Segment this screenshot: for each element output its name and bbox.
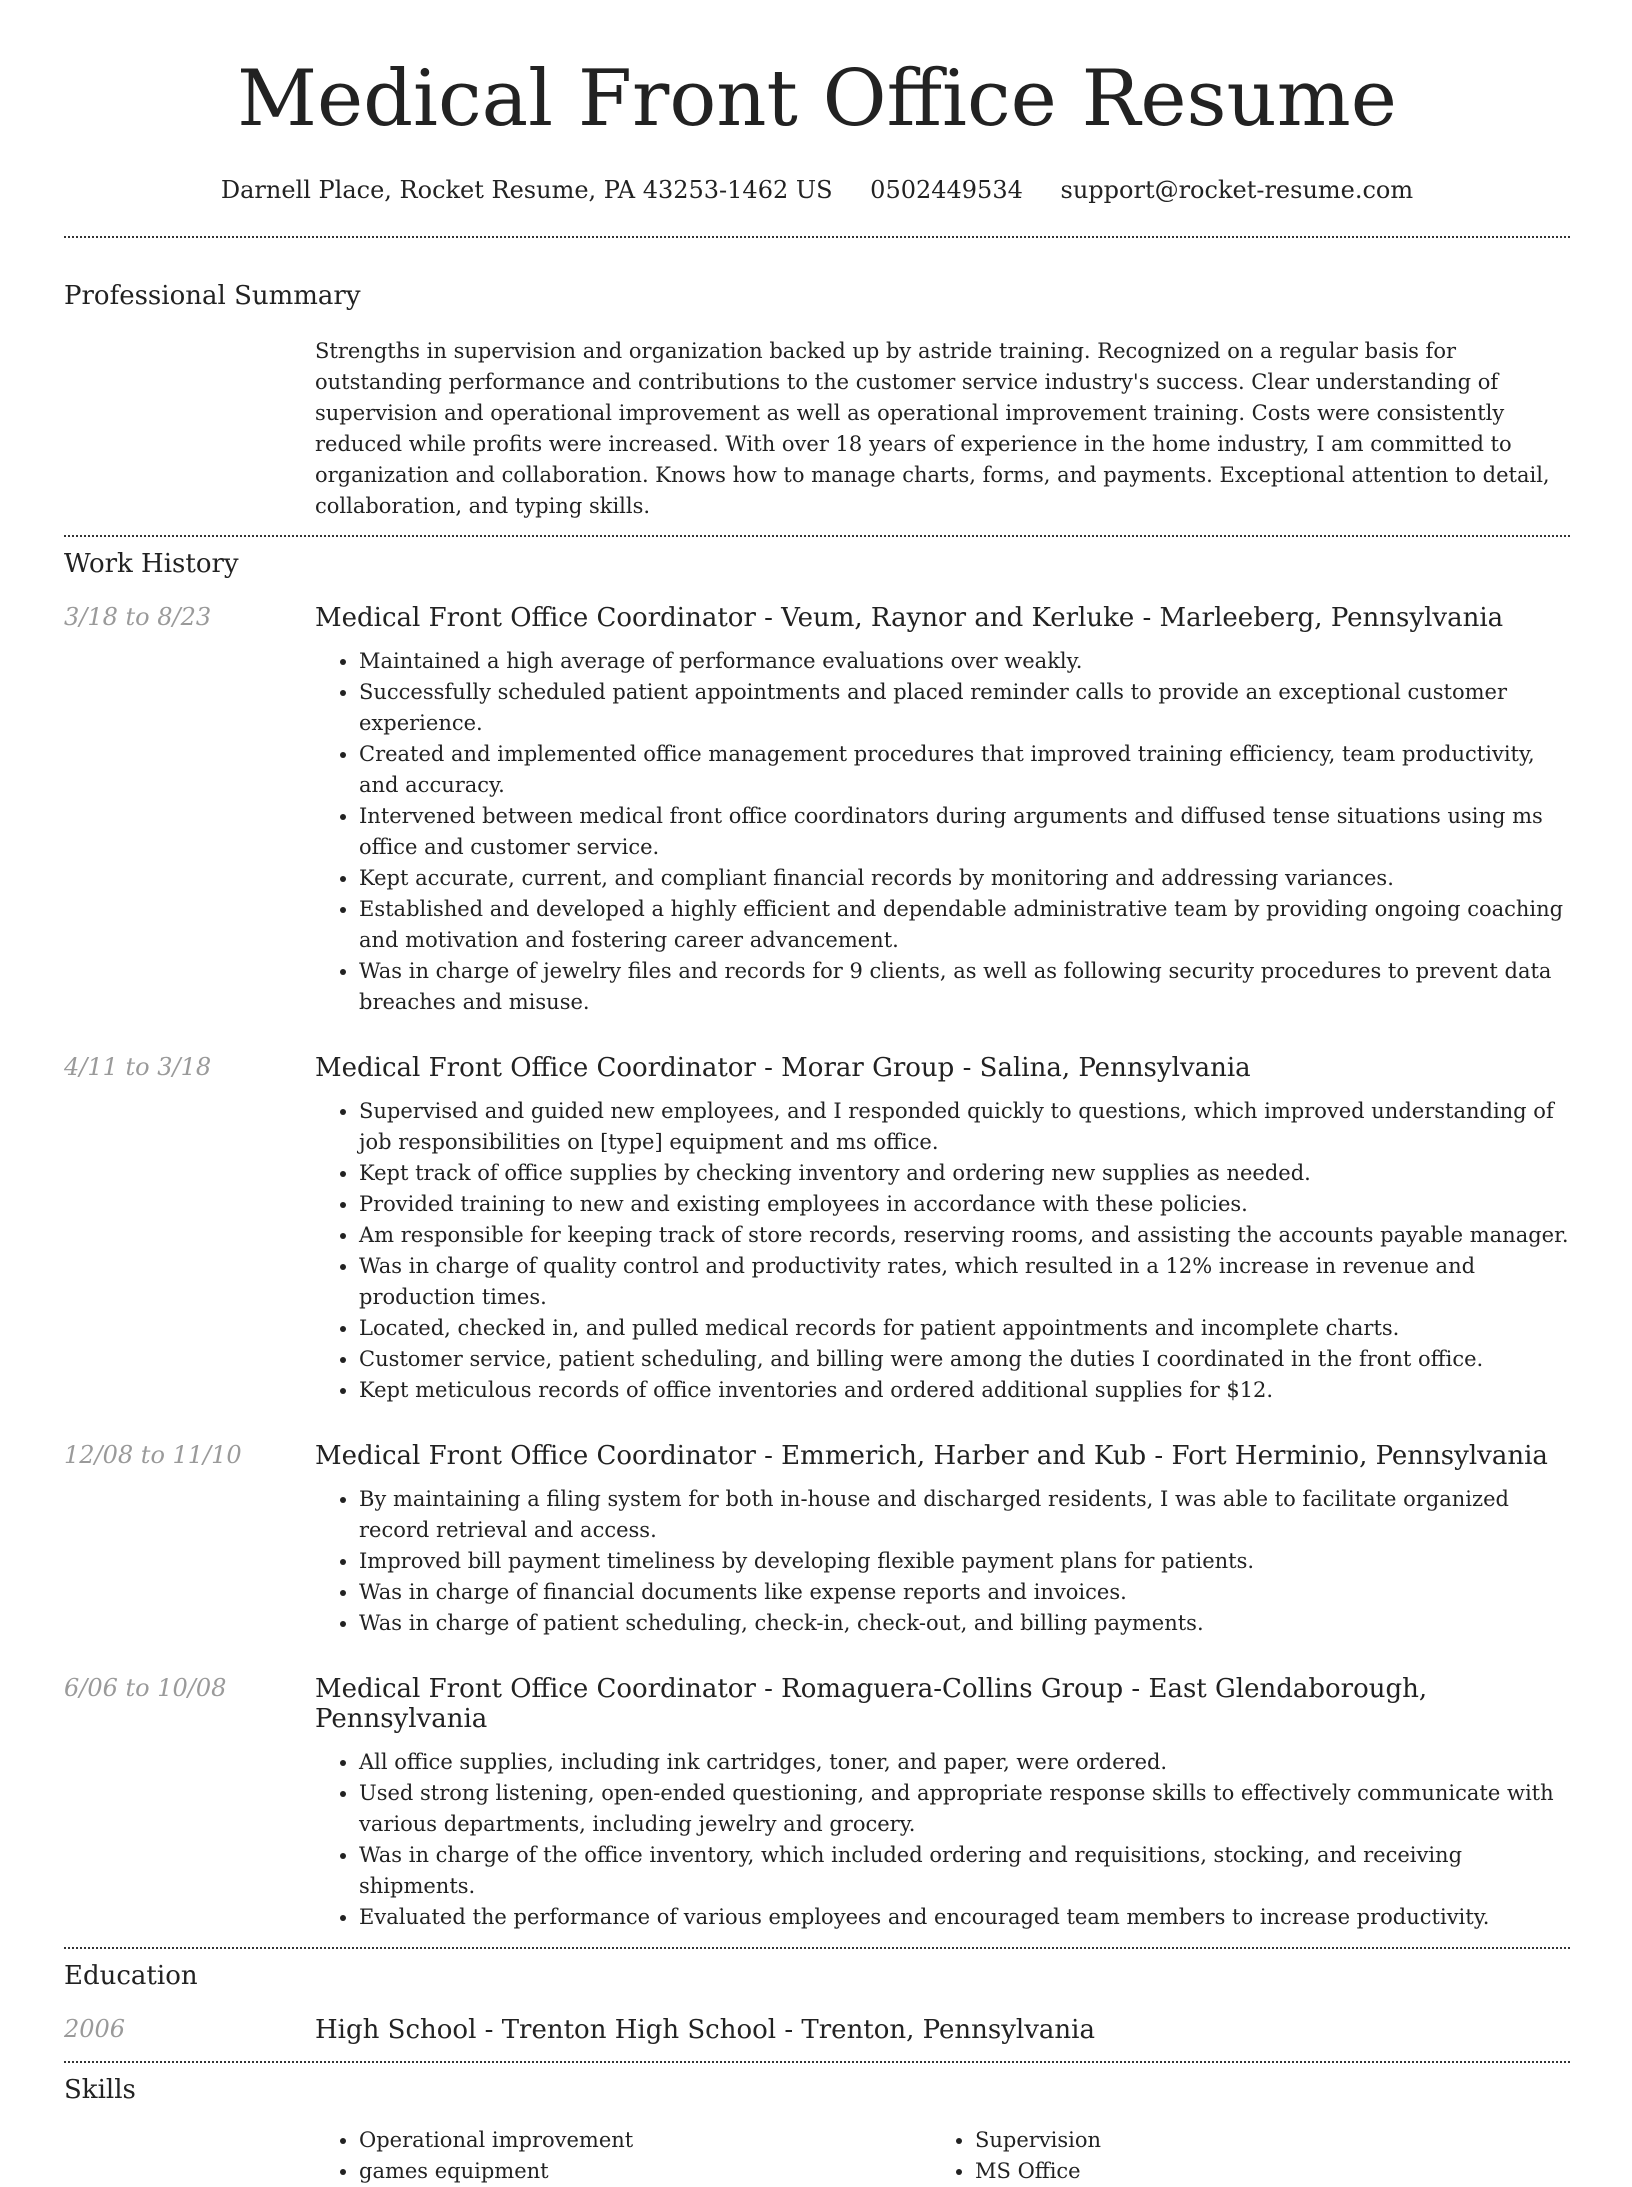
divider bbox=[64, 2061, 1570, 2063]
resume-page bbox=[64, 0, 1570, 2187]
job-bullet: • Supervised and guided new employees, and I responded quickly to questions, which improved understanding of job responsibilities on [type] equipment and ms office. bbox=[359, 1096, 1570, 1158]
job-bullet: • Intervened between medical front office coordinators during arguments and diffused tense situations using ms office and customer service. bbox=[359, 801, 1570, 863]
divider bbox=[64, 1947, 1570, 1949]
job-bullet: • Kept track of office supplies by checking inventory and ordering new supplies as needed. bbox=[359, 1158, 1570, 1189]
job-entry bbox=[64, 603, 1570, 1018]
education-year: 2006 bbox=[64, 2015, 126, 2043]
education-section bbox=[64, 1961, 1570, 2045]
job-bullet: • Was in charge of quality control and productivity rates, which resulted in a 12% increase in revenue and production times. bbox=[359, 1251, 1570, 1313]
job-entry bbox=[64, 1441, 1570, 1639]
job-title: Medical Front Office Coordinator - Romaguera-Collins Group - East Glendaborough, Pennsylvania bbox=[315, 1674, 1428, 1734]
skill-item: • Operational improvement bbox=[359, 2125, 931, 2156]
job-bullet: • Improved bill payment timeliness by developing flexible payment plans for patients. bbox=[359, 1546, 1570, 1577]
job-bullets bbox=[315, 1096, 1570, 1406]
job-bullet: • Evaluated the performance of various employees and encouraged team members to increase productivity. bbox=[359, 1902, 1570, 1933]
job-bullet: • Provided training to new and existing employees in accordance with these policies. bbox=[359, 1189, 1570, 1220]
job-title: Medical Front Office Coordinator - Veum, Raynor and Kerluke - Marleeberg, Pennsylvania bbox=[315, 603, 1504, 633]
contact-address: Darnell Place, Rocket Resume, PA 43253-1462 US bbox=[220, 176, 833, 204]
skills-section bbox=[64, 2075, 1570, 2187]
summary-heading: Professional Summary bbox=[64, 281, 361, 311]
education-entry: High School - Trenton High School - Trenton, Pennsylvania bbox=[315, 2015, 1095, 2045]
job-bullet: • Successfully scheduled patient appointments and placed reminder calls to provide an exceptional customer experience. bbox=[359, 677, 1570, 739]
education-heading: Education bbox=[64, 1961, 198, 1991]
job-dates: 4/11 to 3/18 bbox=[64, 1053, 212, 1081]
job-bullet: • Kept accurate, current, and compliant financial records by monitoring and addressing variances. bbox=[359, 863, 1570, 894]
divider bbox=[64, 535, 1570, 537]
contact-phone: 0502449534 bbox=[870, 176, 1023, 204]
skills-list-left bbox=[315, 2125, 931, 2187]
job-bullet: • Was in charge of jewelry files and records for 9 clients, as well as following security procedures to prevent data breaches and misuse. bbox=[359, 956, 1570, 1018]
skill-item: • Supervision bbox=[975, 2125, 1547, 2156]
job-bullet: • Was in charge of financial documents like expense reports and invoices. bbox=[359, 1577, 1570, 1608]
summary-spacer bbox=[64, 336, 315, 522]
summary-section bbox=[64, 281, 1570, 522]
job-bullet: • Created and implemented office management procedures that improved training efficiency, team productivity, and accuracy. bbox=[359, 739, 1570, 801]
job-bullet: • Maintained a high average of performance evaluations over weakly. bbox=[359, 646, 1570, 677]
skill-item: • games equipment bbox=[359, 2156, 931, 2187]
job-bullet: • Customer service, patient scheduling, and billing were among the duties I coordinated in the front office. bbox=[359, 1344, 1570, 1375]
job-bullet: • Used strong listening, open-ended questioning, and appropriate response skills to effectively communicate with various departments, including jewelry and grocery. bbox=[359, 1778, 1570, 1840]
job-title: Medical Front Office Coordinator - Morar Group - Salina, Pennsylvania bbox=[315, 1053, 1251, 1083]
job-bullet: • Was in charge of patient scheduling, check-in, check-out, and billing payments. bbox=[359, 1608, 1570, 1639]
resume-title: Medical Front Office Resume bbox=[237, 54, 1397, 144]
job-bullets bbox=[315, 1484, 1570, 1639]
job-bullets bbox=[315, 646, 1570, 1018]
work-history-heading: Work History bbox=[64, 549, 239, 579]
skills-spacer bbox=[64, 2125, 315, 2187]
contact-line bbox=[64, 176, 1570, 204]
summary-text: Strengths in supervision and organization backed up by astride training. Recognized on a regular basis for outstanding performance and contributions to the customer service industry's success. Clear understanding of supervision and operational improvement as well as operational improvement training. Costs were consistently reduced while profits were increased. With over 18 years of experience in the home industry, I am committed to organization and collaboration. Knows how to manage charts, forms, and payments. Exceptional attention to detail, collaboration, and typing skills. bbox=[315, 339, 1550, 518]
job-bullet: • By maintaining a filing system for both in-house and discharged residents, I was able to facilitate organized record retrieval and access. bbox=[359, 1484, 1570, 1546]
job-bullet: • All office supplies, including ink cartridges, toner, and paper, were ordered. bbox=[359, 1747, 1570, 1778]
skill-item: • MS Office bbox=[975, 2156, 1547, 2187]
job-bullet: • Kept meticulous records of office inventories and ordered additional supplies for $12. bbox=[359, 1375, 1570, 1406]
divider bbox=[64, 236, 1570, 238]
job-bullet: • Was in charge of the office inventory, which included ordering and requisitions, stocking, and receiving shipments. bbox=[359, 1840, 1570, 1902]
work-history-section bbox=[64, 549, 1570, 1933]
job-bullet: • Am responsible for keeping track of store records, reserving rooms, and assisting the accounts payable manager. bbox=[359, 1220, 1570, 1251]
job-bullets bbox=[315, 1747, 1570, 1933]
job-dates: 12/08 to 11/10 bbox=[64, 1441, 242, 1469]
job-bullet: • Established and developed a highly efficient and dependable administrative team by providing ongoing coaching and motivation and fostering career advancement. bbox=[359, 894, 1570, 956]
job-entry bbox=[64, 1674, 1570, 1933]
skills-heading: Skills bbox=[64, 2075, 136, 2105]
job-title: Medical Front Office Coordinator - Emmerich, Harber and Kub - Fort Herminio, Pennsylvania bbox=[315, 1441, 1548, 1471]
job-dates: 3/18 to 8/23 bbox=[64, 603, 212, 631]
job-dates: 6/06 to 10/08 bbox=[64, 1674, 227, 1702]
job-bullet: • Located, checked in, and pulled medical records for patient appointments and incomplete charts. bbox=[359, 1313, 1570, 1344]
job-entry bbox=[64, 1053, 1570, 1406]
contact-email: support@rocket-resume.com bbox=[1060, 176, 1414, 204]
skills-list-right bbox=[931, 2125, 1547, 2187]
